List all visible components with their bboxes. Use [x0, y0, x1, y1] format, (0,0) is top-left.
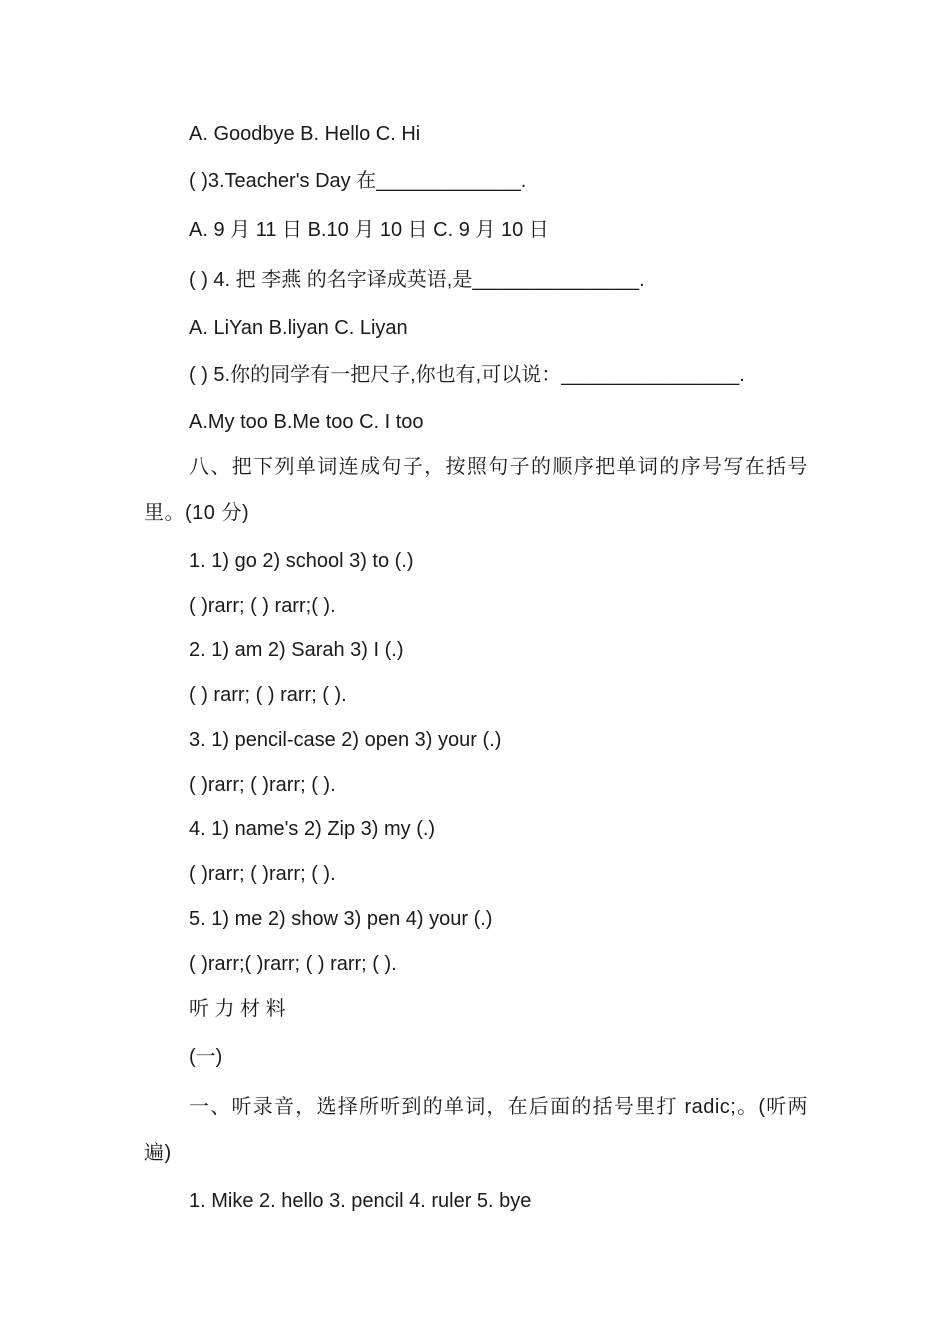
item-5-answer: ( )rarr;( )rarr; ( ) rarr; ( ).: [189, 953, 397, 975]
item-3-answer: ( )rarr; ( )rarr; ( ).: [189, 774, 336, 796]
item-1-answer: ( )rarr; ( ) rarr;( ).: [189, 595, 336, 617]
q3-question: ( )3.Teacher's Day 在_____________.: [189, 170, 527, 192]
listening-word-list: 1. Mike 2. hello 3. pencil 4. ruler 5. bye: [189, 1190, 532, 1212]
item-3-words: 3. 1) pencil-case 2) open 3) your (.): [189, 729, 502, 751]
item-2-words: 2. 1) am 2) Sarah 3) I (.): [189, 639, 404, 661]
item-4-answer: ( )rarr; ( )rarr; ( ).: [189, 863, 336, 885]
q5-question: ( ) 5.你的同学有一把尺子,你也有,可以说：________________.: [189, 364, 745, 386]
q5-options: A.My too B.Me too C. I too: [189, 411, 424, 433]
section-8-heading: 八、把下列单词连成句子，按照句子的顺序把单词的序号写在括号里。(10 分): [144, 456, 808, 524]
q4-options: A. LiYan B.liyan C. Liyan: [189, 317, 408, 339]
q2-options: A. Goodbye B. Hello C. Hi: [189, 123, 421, 145]
listening-material-title: 听 力 材 料: [189, 998, 286, 1020]
item-4-words: 4. 1) name's 2) Zip 3) my (.): [189, 818, 436, 840]
item-2-answer: ( ) rarr; ( ) rarr; ( ).: [189, 684, 347, 706]
q4-question: ( ) 4. 把 李燕 的名字译成英语,是_______________.: [189, 269, 645, 291]
item-5-words: 5. 1) me 2) show 3) pen 4) your (.): [189, 908, 493, 930]
q3-options: A. 9 月 11 日 B.10 月 10 日 C. 9 月 10 日: [189, 219, 549, 241]
item-1-words: 1. 1) go 2) school 3) to (.): [189, 550, 414, 572]
section-1-heading: 一、听录音，选择所听到的单词，在后面的括号里打 radic;。(听两遍): [144, 1096, 808, 1164]
part-one-label: (一): [189, 1046, 223, 1068]
